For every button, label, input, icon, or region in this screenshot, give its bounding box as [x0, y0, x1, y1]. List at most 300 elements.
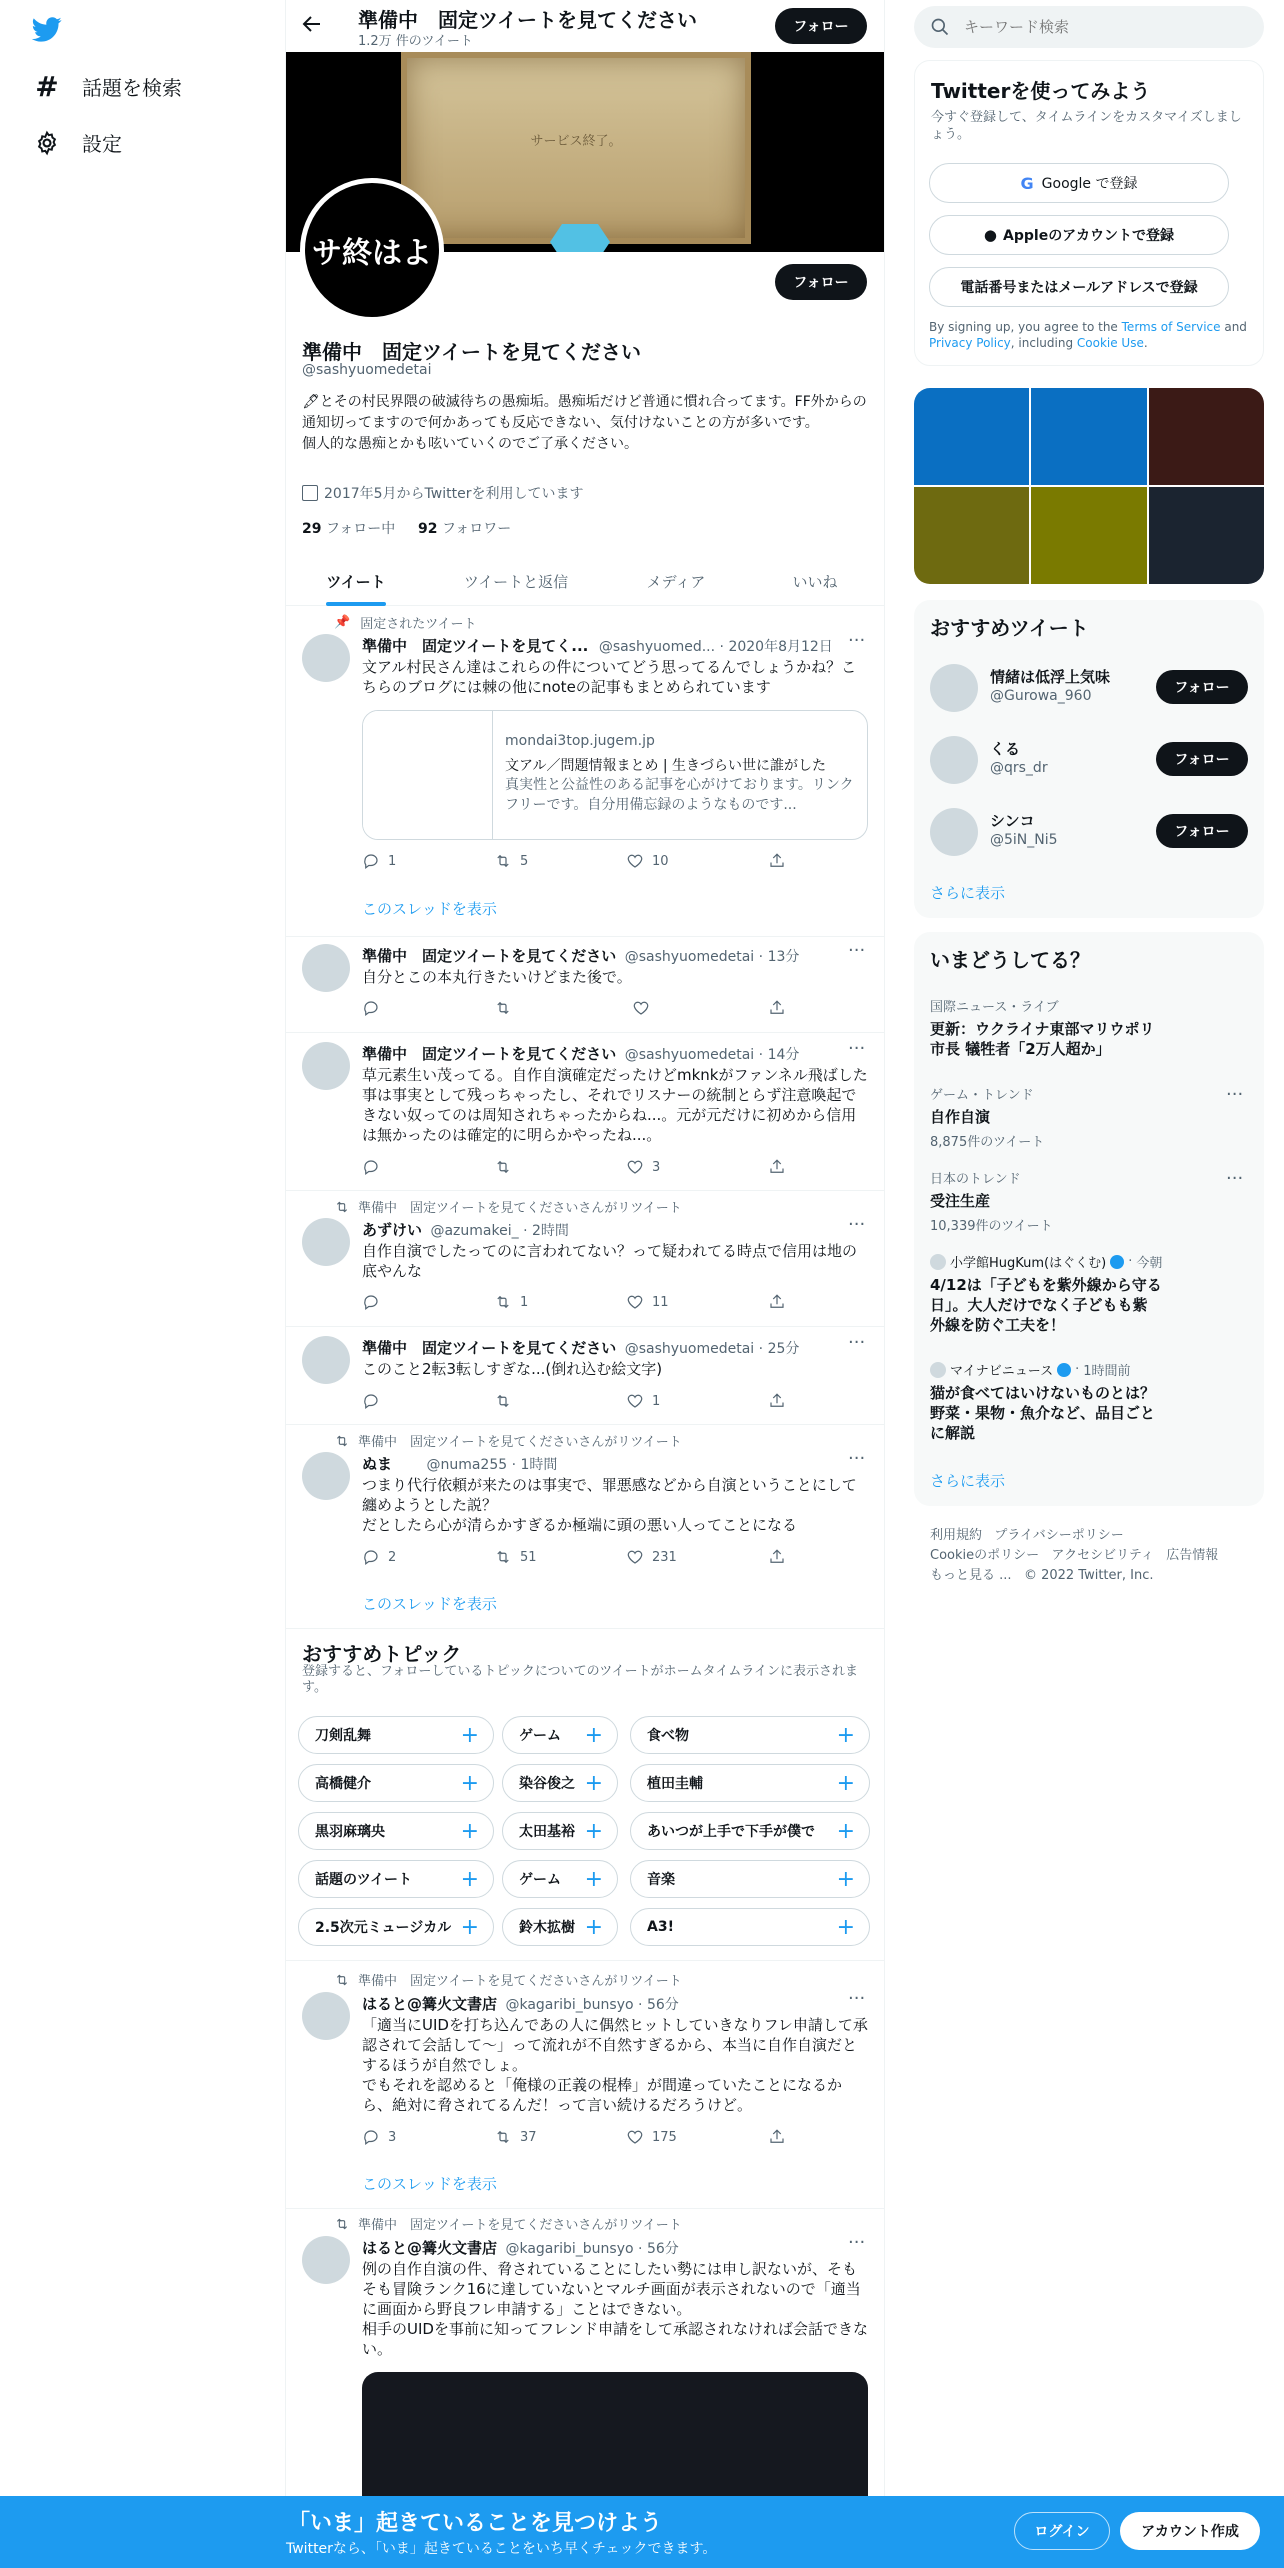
- reply-button[interactable]: [362, 1392, 380, 1410]
- footer-link[interactable]: アクセシビリティ: [1051, 1548, 1154, 1563]
- more-icon[interactable]: ···: [848, 630, 866, 651]
- retweet-context: [334, 1197, 682, 1216]
- sidebar-footer: [930, 1526, 1260, 1586]
- tab-likes[interactable]: [746, 556, 884, 606]
- topic-chip[interactable]: [298, 1860, 494, 1898]
- retweet-button[interactable]: [494, 1392, 512, 1410]
- reply-count: 3: [388, 2129, 397, 2145]
- privacy-link[interactable]: Privacy Policy: [929, 336, 1011, 350]
- google-icon: G: [1020, 173, 1034, 193]
- tweet-time[interactable]: 56分: [646, 1997, 679, 2013]
- suggestion-follow-button[interactable]: フォロー: [1156, 670, 1248, 704]
- tweet-author-handle: @numa255: [426, 1457, 508, 1473]
- trend-title: 自作自演: [930, 1108, 991, 1126]
- trend-title: 受注生産: [930, 1192, 991, 1210]
- more-icon[interactable]: ···: [848, 2232, 866, 2253]
- suggestion-follow-button[interactable]: フォロー: [1156, 742, 1248, 776]
- tweet-author-handle: @sashyuomedetai: [624, 1047, 755, 1063]
- tweet-author-handle: @kagaribi_bunsyo: [505, 1997, 634, 2013]
- footer-line: [930, 1546, 1260, 1566]
- search-box[interactable]: [914, 6, 1264, 48]
- retweet-context: [334, 2214, 682, 2233]
- topics-title: おすすめトピック: [302, 1642, 462, 1666]
- tweet-text: 例の自作自演の件、脅されていることにしたい勢には申し訳ないが、そもそも冒険ランク16に達していないとマルチ画面が表示されないので「適当に画面から野良フレ申請する」ことはできない。 相手のUIDを事前に知ってフレンド申請をして承認されなければ会話できない。: [362, 2260, 868, 2358]
- following-link[interactable]: [302, 518, 395, 538]
- tab-media[interactable]: [606, 556, 746, 606]
- like-count: 175: [652, 2129, 677, 2145]
- topic-chip[interactable]: [502, 1716, 618, 1754]
- retweet-button[interactable]: [494, 1548, 537, 1566]
- topic-label: 刀剣乱舞: [315, 1728, 371, 1744]
- suggestion-follow-button[interactable]: フォロー: [1156, 814, 1248, 848]
- plus-icon: +: [584, 1914, 603, 1940]
- who-to-follow: [914, 600, 1264, 918]
- tab-tweets-label: ツイート: [326, 572, 386, 591]
- tweet-author-name[interactable]: 準備中 固定ツイートを見てください: [362, 1045, 617, 1063]
- more-icon[interactable]: ···: [848, 1332, 866, 1353]
- share-button[interactable]: [768, 1293, 786, 1311]
- more-icon[interactable]: ···: [848, 1988, 866, 2009]
- share-icon: [768, 1293, 786, 1311]
- retweet-icon: [334, 1972, 350, 1988]
- signup-title: Twitterを使ってみよう: [931, 79, 1151, 103]
- trends: [914, 932, 1264, 1506]
- retweet-count: 1: [520, 1294, 529, 1310]
- tweet-dot: ·: [758, 1047, 764, 1063]
- retweet-button[interactable]: [494, 1158, 512, 1176]
- tab-active-indicator: [326, 602, 386, 606]
- retweet-button[interactable]: [494, 2128, 537, 2146]
- more-icon[interactable]: ···: [848, 940, 866, 961]
- tweet-text: 自作自演でしたってのに言われてない？って疑われてる時点で信用は地の底やんな: [362, 1242, 858, 1280]
- heart-icon: [626, 852, 644, 870]
- phone-signup-button[interactable]: 電話番号またはメールアドレスで登録: [929, 267, 1229, 307]
- like-button[interactable]: [626, 1293, 669, 1311]
- profile-follow-button[interactable]: フォロー: [775, 264, 867, 300]
- signup-button[interactable]: アカウント作成: [1120, 2512, 1260, 2550]
- reply-button[interactable]: [362, 1548, 396, 1566]
- tweet-text: 文アル村民さん達はこれらの件についてどう思ってるんでしょうかね？こちらのブログには棘の他にnoteの記事もまとめられています: [362, 658, 857, 696]
- like-button[interactable]: [626, 1548, 677, 1566]
- plus-icon: +: [584, 1770, 603, 1796]
- news-source: マイナビニュース: [950, 1364, 1054, 1379]
- media-thumbnail[interactable]: [1031, 388, 1146, 485]
- followers-count: 92: [418, 521, 438, 537]
- tweet-header: [362, 1453, 557, 1474]
- share-icon: [768, 1158, 786, 1176]
- topic-label: 鈴木拡樹: [519, 1920, 575, 1936]
- tweet-time[interactable]: 2020年8月12日: [728, 639, 833, 655]
- tweet-avatar[interactable]: [302, 1452, 350, 1500]
- reply-count: 2: [388, 1549, 397, 1565]
- more-icon[interactable]: ···: [848, 1038, 866, 1059]
- tweet-author-handle: @sashyuomedetai: [624, 949, 755, 965]
- tweet-time[interactable]: 2時間: [531, 1223, 569, 1239]
- trend-meta: 日本のトレンド: [930, 1172, 1021, 1187]
- topic-chip[interactable]: [298, 1716, 494, 1754]
- tweet-avatar[interactable]: [302, 1992, 350, 2040]
- reply-icon: [362, 1158, 380, 1176]
- retweet-context: [334, 1970, 682, 1989]
- nav-explore-label: 話題を検索: [82, 76, 182, 100]
- retweet-icon: [334, 1199, 350, 1215]
- tweet-header: [362, 2237, 679, 2258]
- suggestion-name: くる: [990, 740, 1021, 758]
- footer-link[interactable]: 利用規約: [930, 1528, 983, 1543]
- separator: [286, 1628, 884, 1629]
- share-button[interactable]: [768, 1158, 786, 1176]
- retweet-count: 51: [520, 1549, 537, 1565]
- pinned-context-text: 固定されたツイート: [360, 617, 477, 632]
- bottom-signup-bar: [0, 2496, 1284, 2568]
- retweet-button[interactable]: [494, 852, 528, 870]
- suggestion-handle: @5iN_Ni5: [990, 832, 1058, 848]
- pin-icon: 📌: [334, 615, 351, 630]
- reply-icon: [362, 1392, 380, 1410]
- like-button[interactable]: [626, 1392, 660, 1410]
- media-thumbnail[interactable]: [914, 388, 1029, 485]
- trend-item[interactable]: [930, 996, 1250, 1059]
- follow-suggestion[interactable]: [930, 734, 1250, 786]
- tweet-author-name[interactable]: 準備中 固定ツイートを見てください: [362, 947, 617, 965]
- heart-icon: [626, 1158, 644, 1176]
- reply-icon: [362, 1293, 380, 1311]
- terms-link[interactable]: Terms of Service: [1121, 320, 1221, 334]
- retweet-icon: [494, 1392, 512, 1410]
- retweet-context-text: 準備中 固定ツイートを見てくださいさんがリツイート: [358, 1201, 682, 1216]
- login-button[interactable]: ログイン: [1014, 2512, 1110, 2550]
- media-grid: [914, 388, 1264, 584]
- tweet-time[interactable]: 56分: [646, 2241, 679, 2257]
- plus-icon: +: [584, 1866, 603, 1892]
- link-card-image: [363, 711, 493, 840]
- reply-button[interactable]: [362, 852, 396, 870]
- back-arrow-icon[interactable]: [300, 12, 328, 40]
- topic-label: ゲーム: [519, 1872, 561, 1888]
- trend-title: 更新：ウクライナ東部マリウポリ 市長 犠牲者「2万人超か」: [930, 1020, 1155, 1058]
- topic-chip[interactable]: [298, 1812, 494, 1850]
- like-button[interactable]: [626, 1158, 660, 1176]
- plus-icon: +: [460, 1818, 479, 1844]
- trend-item[interactable]: [930, 1084, 1250, 1150]
- plus-icon: +: [584, 1818, 603, 1844]
- share-button[interactable]: [768, 2128, 786, 2146]
- link-card-title: 文アル／問題情報まとめ | 生きづらい世に誰がした: [505, 758, 827, 774]
- footer-link[interactable]: Cookieのポリシー: [930, 1548, 1040, 1563]
- retweet-icon: [334, 1433, 350, 1449]
- gear-icon: [34, 130, 60, 156]
- news-source-avatar: [930, 1254, 946, 1270]
- tweet-text: 「適当にUIDを打ち込んであの人に偶然ヒットしていきなりフレ申請して承認されて会話して～」って流れが不自然すぎるから、本当に自作自演だとするほうが自然でしょ。 でもそれを認めると「俺様の正義の棍棒」が間違っていたことになるから、絶対に脅されてるんだ！って言い続けるだろうけど。: [362, 2016, 868, 2114]
- link-card-desc: 真実性と公益性のある記事を心がけております。リンクフリーです。自分用備忘録のようなものです...: [505, 777, 854, 813]
- show-thread-link[interactable]: このスレッドを表示: [362, 900, 497, 918]
- topic-chip[interactable]: [502, 1812, 618, 1850]
- terms-text: and: [1220, 320, 1247, 334]
- link-card-domain: mondai3top.jugem.jp: [505, 733, 655, 749]
- trends-title: いまどうしてる？: [930, 948, 1090, 972]
- profile-handle: @sashyuomedetai: [302, 362, 432, 378]
- more-icon[interactable]: ···: [1226, 1084, 1244, 1105]
- terms-text: .: [1143, 336, 1148, 350]
- tweet-author-name[interactable]: あずけい: [362, 1221, 423, 1239]
- signup-card: [914, 60, 1264, 366]
- cookie-link[interactable]: Cookie Use: [1076, 336, 1144, 350]
- topic-label: 話題のツイート: [315, 1872, 413, 1888]
- share-button[interactable]: [768, 999, 786, 1017]
- pinned-context: [334, 613, 477, 632]
- share-icon: [768, 852, 786, 870]
- followers-link[interactable]: [418, 518, 511, 538]
- nav-explore[interactable]: [34, 70, 182, 103]
- footer-more-link[interactable]: もっと見る ...: [930, 1568, 1012, 1583]
- profile-joined: [302, 483, 583, 503]
- trend-meta: ゲーム・トレンド: [930, 1088, 1034, 1103]
- google-signup-button[interactable]: [929, 163, 1229, 203]
- who-to-follow-more[interactable]: さらに表示: [930, 884, 1006, 902]
- calendar-icon: [302, 485, 318, 501]
- main-column-border-right: [884, 0, 885, 2568]
- show-thread-link[interactable]: このスレッドを表示: [362, 1595, 497, 1613]
- tab-likes-label: いいね: [792, 572, 838, 591]
- plus-icon: +: [836, 1914, 855, 1940]
- tweet-header: [362, 635, 833, 656]
- tweet-author-name[interactable]: はると@篝火文書店: [362, 1995, 498, 2013]
- topics-desc: 登録すると、フォローしているトピックについてのツイートがホームタイムラインに表示されます。: [302, 1664, 859, 1695]
- media-thumbnail[interactable]: [1149, 487, 1264, 584]
- tab-media-label: メディア: [646, 572, 706, 591]
- suggestion-name: シンコ: [990, 812, 1035, 830]
- news-dot: ·: [1075, 1362, 1080, 1377]
- topic-chip[interactable]: [502, 1764, 618, 1802]
- footer-line: [930, 1526, 1260, 1546]
- media-thumbnail[interactable]: [1031, 487, 1146, 584]
- tab-tweets[interactable]: [286, 556, 426, 606]
- bottom-bar-title: 「いま」起きていることを見つけよう: [288, 2511, 663, 2536]
- share-icon: [768, 999, 786, 1017]
- profile-tabs: [286, 556, 884, 606]
- tweet-avatar[interactable]: [302, 1218, 350, 1266]
- trend-count: 10,339件のツイート: [930, 1219, 1053, 1234]
- tweet-text: 草元素生い茂ってる。自作自演確定だったけどmknkがファンネル飛ばした事は事実として残っちゃったし、それでリスナーの統制とらず注意喚起できない奴ってのは周知されちゃったからね...。元が元だけに初めから信用は無かったのは確定的に明らかやったね...。: [362, 1066, 868, 1144]
- show-thread-link[interactable]: このスレッドを表示: [362, 2175, 497, 2193]
- separator: [286, 1326, 884, 1327]
- retweet-icon: [334, 2216, 350, 2232]
- header-follow-button[interactable]: フォロー: [775, 8, 867, 44]
- plus-icon: +: [460, 1770, 479, 1796]
- news-title: 4/12は「子どもを紫外線から守る 日」。大人だけでなく子どもも紫 外線を防ぐ工夫を！: [930, 1276, 1162, 1334]
- separator: [286, 1032, 884, 1033]
- like-button[interactable]: [626, 852, 669, 870]
- signup-terms: [929, 319, 1251, 351]
- tweet-author-name[interactable]: 準備中 固定ツイートを見てください: [362, 1339, 617, 1357]
- tweet-dot: ·: [758, 1341, 764, 1357]
- follow-suggestion[interactable]: [930, 806, 1250, 858]
- share-button[interactable]: [768, 1392, 786, 1410]
- topic-label: 2.5次元ミュージカル: [315, 1920, 452, 1936]
- retweet-icon: [494, 1293, 512, 1311]
- news-item[interactable]: [930, 1360, 1250, 1443]
- retweet-icon: [494, 852, 512, 870]
- twitter-logo-icon[interactable]: [30, 14, 64, 44]
- following-count: 29: [302, 521, 322, 537]
- news-source-row: [930, 1252, 1250, 1271]
- share-button[interactable]: [768, 852, 786, 870]
- tweet-author-handle: @sashyuomed...: [598, 639, 716, 655]
- media-thumbnail[interactable]: [1149, 388, 1264, 485]
- media-thumbnail[interactable]: [914, 487, 1029, 584]
- like-count: 3: [652, 1159, 661, 1175]
- retweet-count: 37: [520, 2129, 537, 2145]
- retweet-context-text: 準備中 固定ツイートを見てくださいさんがリツイート: [358, 1435, 682, 1450]
- search-icon: [930, 17, 950, 37]
- more-icon[interactable]: ···: [848, 1448, 866, 1469]
- topic-chip[interactable]: [630, 1716, 870, 1754]
- tweet-author-name[interactable]: ぬま: [362, 1455, 393, 1473]
- share-button[interactable]: [768, 1548, 786, 1566]
- separator: [286, 1424, 884, 1425]
- topic-chip[interactable]: [630, 1908, 870, 1946]
- reply-button[interactable]: [362, 999, 380, 1017]
- topic-chip[interactable]: [298, 1908, 494, 1946]
- topic-label: 植田圭輔: [647, 1776, 703, 1792]
- topic-chip[interactable]: [298, 1764, 494, 1802]
- news-source-avatar: [930, 1362, 946, 1378]
- link-card[interactable]: [362, 710, 868, 840]
- news-time: 今朝: [1136, 1256, 1163, 1271]
- tweet-header: [362, 1043, 799, 1064]
- tweet-header: [362, 1337, 799, 1358]
- footer-link[interactable]: 広告情報: [1166, 1548, 1219, 1563]
- separator: [286, 1190, 884, 1191]
- heart-icon: [632, 999, 650, 1017]
- plus-icon: +: [460, 1914, 479, 1940]
- nav-settings-label: 設定: [82, 132, 122, 156]
- reply-icon: [362, 852, 380, 870]
- separator: [286, 1960, 884, 1961]
- trend-item[interactable]: [930, 1168, 1250, 1234]
- separator: [286, 936, 884, 937]
- topic-label: あいつが上手で下手が僕で: [647, 1824, 815, 1840]
- tweet-time[interactable]: 1時間: [520, 1457, 558, 1473]
- tweet-dot: ·: [719, 639, 724, 655]
- header-name: 準備中 固定ツイートを見てください: [358, 8, 697, 32]
- tweet-header: [362, 1219, 569, 1240]
- banner-parchment: [401, 52, 751, 244]
- reply-icon: [362, 2128, 380, 2146]
- share-icon: [768, 1548, 786, 1566]
- retweet-icon: [494, 1548, 512, 1566]
- like-count: 1: [652, 1393, 661, 1409]
- trend-meta: 国際ニュース・ライブ: [930, 1000, 1059, 1015]
- trends-more[interactable]: さらに表示: [930, 1472, 1006, 1490]
- tweet-header: [362, 945, 799, 966]
- suggestion-avatar[interactable]: [930, 736, 978, 784]
- retweet-icon: [494, 2128, 512, 2146]
- topic-chip[interactable]: [630, 1860, 870, 1898]
- reply-button[interactable]: [362, 1158, 380, 1176]
- avatar-inner: [305, 183, 439, 317]
- suggestion-avatar[interactable]: [930, 808, 978, 856]
- main-column-border-left: [285, 0, 286, 2568]
- more-icon[interactable]: ···: [848, 1214, 866, 1235]
- search-input[interactable]: [964, 18, 1244, 36]
- separator: [286, 2208, 884, 2209]
- tweet-time[interactable]: 13分: [767, 949, 800, 965]
- topic-label: 高橋健介: [315, 1776, 371, 1792]
- banner-text: サービス終了。: [530, 134, 622, 149]
- tweet-time[interactable]: 25分: [767, 1341, 800, 1357]
- topic-label: 太田基裕: [519, 1824, 575, 1840]
- tweet-author-handle: @kagaribi_bunsyo: [505, 2241, 634, 2257]
- retweet-button[interactable]: [494, 1293, 528, 1311]
- tweet-avatar[interactable]: [302, 1336, 350, 1384]
- suggestion-handle: @Gurowa_960: [990, 688, 1092, 704]
- tweet-avatar[interactable]: [302, 634, 350, 682]
- tweet-author-name[interactable]: 準備中 固定ツイートを見てく...: [362, 637, 589, 655]
- tweet-text: このこと2転3転しすぎな...(倒れ込む絵文字): [362, 1360, 663, 1378]
- profile-avatar[interactable]: [300, 178, 444, 322]
- news-item[interactable]: [930, 1252, 1250, 1335]
- apple-signup-button[interactable]: [929, 215, 1229, 255]
- reply-count: 1: [388, 853, 397, 869]
- topic-label: A3!: [647, 1919, 674, 1935]
- tweet-dot: ·: [758, 949, 764, 965]
- tweet-dot: ·: [638, 1997, 643, 2013]
- tweet-time[interactable]: 14分: [767, 1047, 800, 1063]
- tweet-dot: ·: [511, 1457, 517, 1473]
- nav-settings[interactable]: [34, 128, 122, 157]
- news-source: 小学館HugKum(はぐくむ): [950, 1256, 1107, 1271]
- topic-label: 食べ物: [647, 1728, 689, 1744]
- retweet-button[interactable]: [494, 999, 512, 1017]
- tweet-author-name[interactable]: はると@篝火文書店: [362, 2239, 498, 2257]
- plus-icon: +: [584, 1722, 603, 1748]
- bottom-bar-sub: Twitterなら、「いま」起きていることをいち早くチェックできます。: [286, 2541, 717, 2557]
- apple-signup-label: Appleのアカウントで登録: [1003, 228, 1175, 244]
- heart-icon: [626, 1293, 644, 1311]
- tweet-media[interactable]: [362, 2372, 868, 2512]
- profile-name: 準備中 固定ツイートを見てください: [302, 340, 641, 364]
- tab-tweets-replies[interactable]: [426, 556, 606, 606]
- reply-button[interactable]: [362, 1293, 380, 1311]
- plus-icon: +: [836, 1818, 855, 1844]
- tweet-avatar[interactable]: [302, 944, 350, 992]
- topic-chip[interactable]: [502, 1908, 618, 1946]
- retweet-context-text: 準備中 固定ツイートを見てくださいさんがリツイート: [358, 1974, 682, 1989]
- footer-link[interactable]: プライバシーポリシー: [994, 1528, 1124, 1543]
- footer-copyright: © 2022 Twitter, Inc.: [1023, 1568, 1154, 1583]
- like-button[interactable]: [626, 2128, 677, 2146]
- like-count: 11: [652, 1294, 669, 1310]
- like-count: 10: [652, 853, 669, 869]
- tweet-avatar[interactable]: [302, 1042, 350, 1090]
- more-icon[interactable]: ···: [1226, 1168, 1244, 1189]
- topic-chip[interactable]: [630, 1764, 870, 1802]
- footer-line: [930, 1566, 1260, 1586]
- tweet-avatar[interactable]: [302, 2236, 350, 2284]
- profile-top-header: [286, 0, 884, 52]
- follow-suggestion[interactable]: [930, 662, 1250, 714]
- topic-chip[interactable]: [502, 1860, 618, 1898]
- avatar-text: サ終はよ: [312, 236, 432, 271]
- topic-label: 音楽: [647, 1872, 675, 1888]
- like-button[interactable]: [632, 999, 650, 1017]
- suggestion-avatar[interactable]: [930, 664, 978, 712]
- plus-icon: +: [836, 1770, 855, 1796]
- reply-button[interactable]: [362, 2128, 396, 2146]
- news-time: 1時間前: [1083, 1364, 1131, 1379]
- topic-chip[interactable]: [630, 1812, 870, 1850]
